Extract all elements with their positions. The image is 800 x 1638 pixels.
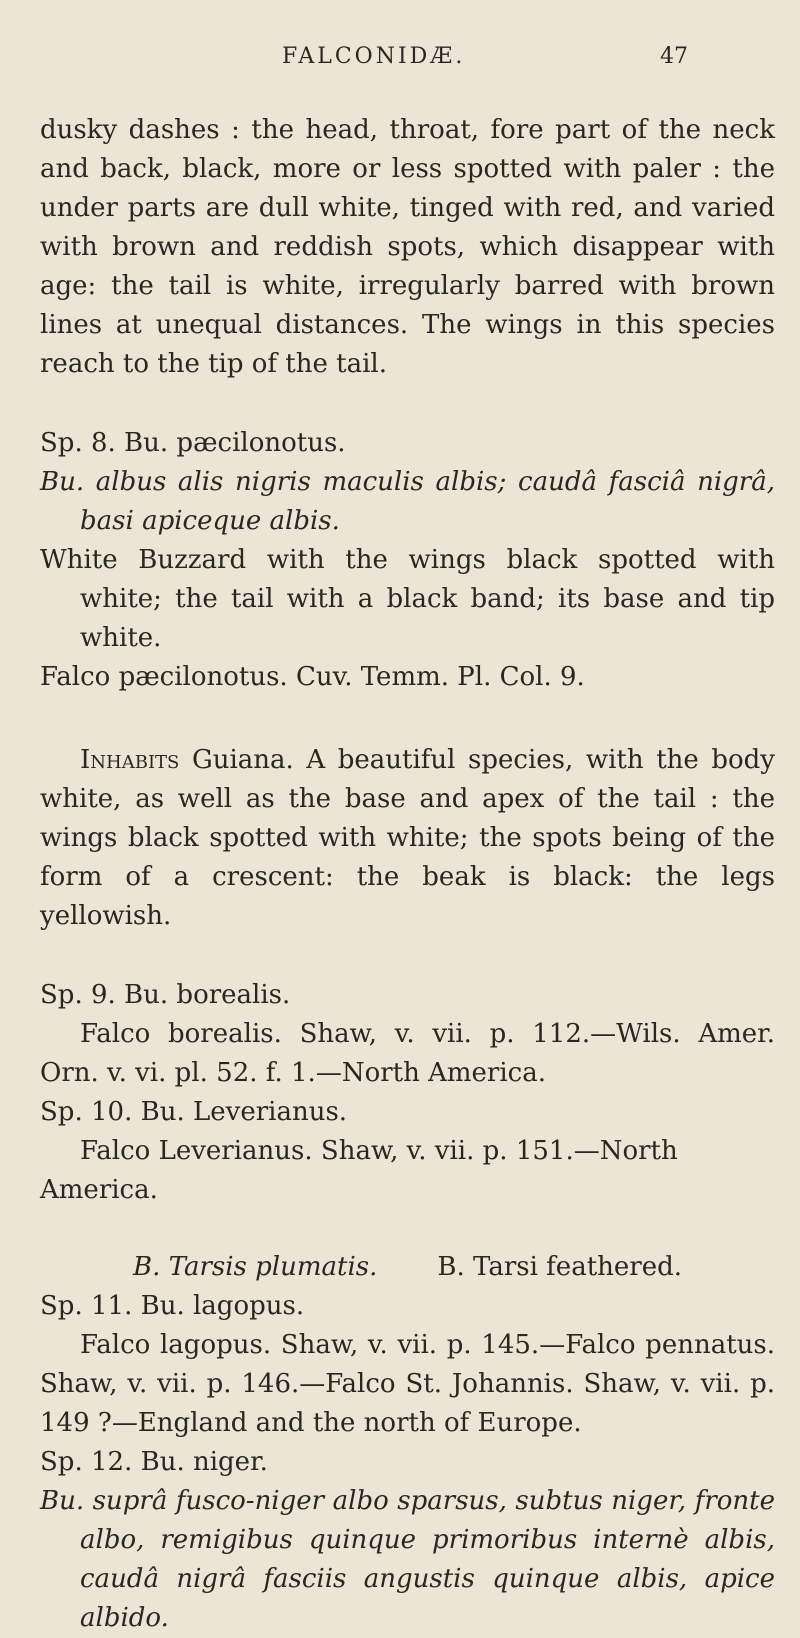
- reference-10: Falco Leverianus. Shaw, v. vii. p. 151.—North America.: [40, 1136, 678, 1205]
- habitat-text: Guiana. A beautiful species, with the body white, as well as the base and apex of the tail : the wings black spotted with white; the spots being of the form of a crescent: the beak is black: the legs yellowish.: [40, 745, 775, 931]
- english-diagnosis-8: White Buzzard with the wings black spotted with white; the tail with a black band; its base and tip white.: [40, 545, 775, 653]
- inhabits-lead: Inhabits: [80, 745, 180, 775]
- reference-9: Falco borealis. Shaw, v. vii. p. 112.—Wils. Amer. Orn. v. vi. pl. 52. f. 1.—North America.: [40, 1019, 775, 1088]
- habitat-paragraph: [40, 741, 775, 936]
- species-heading-9: Sp. 9. Bu. borealis.: [40, 980, 291, 1010]
- page-number: 47: [660, 44, 688, 69]
- intro-paragraph: dusky dashes : the head, throat, fore part of the neck and back, black, more or less spotted with paler : the under parts are dull white, tinged with red, and varied with brown and reddish spots, which disappear with age: the tail is white, irregularly barred with brown lines at unequal distances. The wings in this species reach to the tip of the tail.: [40, 115, 775, 379]
- reference-8: Falco pæcilonotus. Cuv. Temm. Pl. Col. 9.: [40, 662, 585, 692]
- reference-11: Falco lagopus. Shaw, v. vii. p. 145.—Falco pennatus. Shaw, v. vii. p. 146.—Falco St. Johannis. Shaw, v. vii. p. 149 ?—England and the north of Europe.: [40, 1330, 775, 1438]
- species-heading-12: Sp. 12. Bu. niger.: [40, 1447, 268, 1477]
- section-b-english: B. Tarsi feathered.: [437, 1252, 683, 1282]
- species-heading-11: Sp. 11. Bu. lagopus.: [40, 1291, 305, 1321]
- species-heading-10: Sp. 10. Bu. Leverianus.: [40, 1097, 348, 1127]
- species-heading-8: Sp. 8. Bu. pæcilonotus.: [40, 428, 346, 458]
- running-title: FALCONIDÆ.: [282, 44, 466, 69]
- latin-diagnosis-12: Bu. suprâ fusco-niger albo sparsus, subtus niger, fronte albo, remigibus quinque primoribus internè albis, caudâ nigrâ fasciis angustis quinque albis, apice albido.: [40, 1486, 775, 1633]
- section-b-latin: B. Tarsis plumatis.: [132, 1252, 378, 1282]
- body-text: [40, 111, 775, 1638]
- page-header: [0, 44, 800, 84]
- section-b-heading: [40, 1248, 775, 1287]
- latin-diagnosis-8: Bu. albus alis nigris maculis albis; caudâ fasciâ nigrâ, basi apiceque albis.: [40, 467, 775, 536]
